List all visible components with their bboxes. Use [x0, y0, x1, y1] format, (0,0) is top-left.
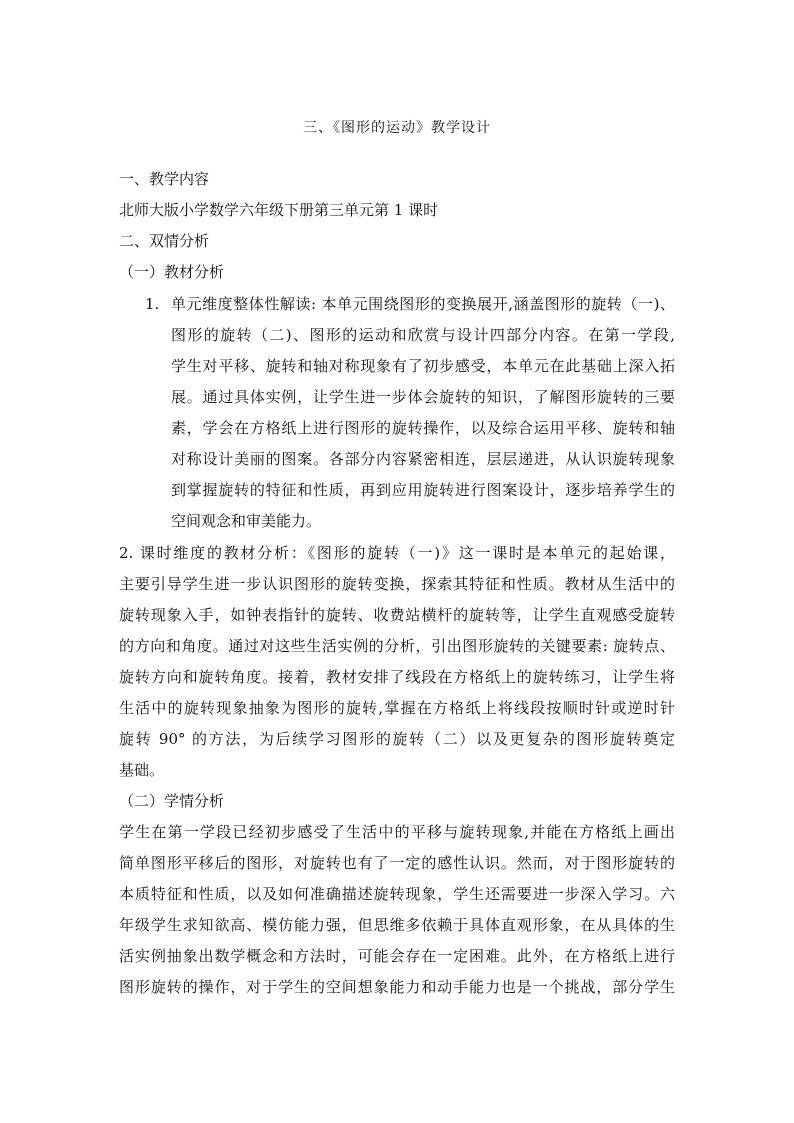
paragraph-line: 活实例抽象出数学概念和方法时，可能会存在一定困难。此外，在方格纸上进行 [119, 947, 675, 965]
paragraph-line: 年级学生求知欲高、模仿能力强，但思维多依赖于具体直观形象，在从具体的生 [119, 916, 675, 934]
paragraph-line: 基础。 [119, 761, 165, 779]
paragraph-line: 展。通过具体实例，让学生进一步体会旋转的知识，了解图形旋转的三要 [171, 388, 675, 406]
paragraph-line: 旋转现象入手，如钟表指针的旋转、收费站横杆的旋转等，让学生直观感受旋转 [119, 606, 675, 624]
paragraph-line: 图形旋转的操作，对于学生的空间想象能力和动手能力也是一个挑战，部分学生 [119, 978, 675, 996]
paragraph-line: 到掌握旋转的特征和性质，再到应用旋转进行图案设计，逐步培养学生的 [171, 481, 675, 499]
document-title: 三、《图形的运动》教学设计 [303, 120, 491, 136]
paragraph-line: 学生对平移、旋转和轴对称现象有了初步感受，本单元在此基础上深入拓 [171, 357, 675, 375]
paragraph-line: 的方向和角度。通过对这些生活实例的分析，引出图形旋转的关键要素: 旋转点、 [119, 637, 675, 655]
list-item-number: 1. [145, 295, 160, 313]
paragraph-line: 空间观念和审美能力。 [171, 512, 322, 530]
paragraph-line: 图形的旋转（二)、图形的运动和欣赏与设计四部分内容。在第一学段, [171, 326, 675, 344]
paragraph-line: 生活中的旋转现象抽象为图形的旋转,掌握在方格纸上将线段按顺时针或逆时针 [119, 699, 675, 717]
paragraph-line: 本质特征和性质，以及如何准确描述旋转现象，学生还需要进一步深入学习。六 [119, 885, 675, 903]
paragraph-line: 学生在第一学段已经初步感受了生活中的平移与旋转现象,并能在方格纸上画出 [119, 823, 675, 841]
teaching-content-text: 北师大版小学数学六年级下册第三单元第 1 课时 [119, 201, 439, 219]
section-heading-analysis: 二、双情分析 [119, 232, 210, 250]
paragraph-line: 素，学会在方格纸上进行图形的旋转操作，以及综合运用平移、旋转和轴 [171, 419, 675, 437]
subsection-heading-textbook: （一）教材分析 [119, 263, 225, 281]
paragraph-line: 旋转方向和旋转角度。接着，教材安排了线段在方格纸上的旋转练习，让学生将 [119, 668, 675, 686]
paragraph-line: 旋转 90° 的方法，为后续学习图形的旋转（二）以及更复杂的图形旋转奠定 [119, 730, 675, 748]
paragraph-line: 对称设计美丽的图案。各部分内容紧密相连，层层递进，从认识旋转现象 [171, 450, 675, 468]
section-heading-teaching-content: 一、教学内容 [119, 170, 210, 188]
subsection-heading-students: （二）学情分析 [119, 792, 225, 810]
paragraph-line: 简单图形平移后的图形，对旋转也有了一定的感性认识。然而，对于图形旋转的 [119, 854, 675, 872]
paragraph-line: 主要引导学生进一步认识图形的旋转变换，探索其特征和性质。教材从生活中的 [119, 575, 675, 593]
paragraph-line: 单元维度整体性解读: 本单元围绕图形的变换展开,涵盖图形的旋转（一)、 [171, 295, 675, 313]
paragraph-line: 2. 课时维度的教材分析：《图形的旋转（一)》这一课时是本单元的起始课， [119, 544, 675, 562]
